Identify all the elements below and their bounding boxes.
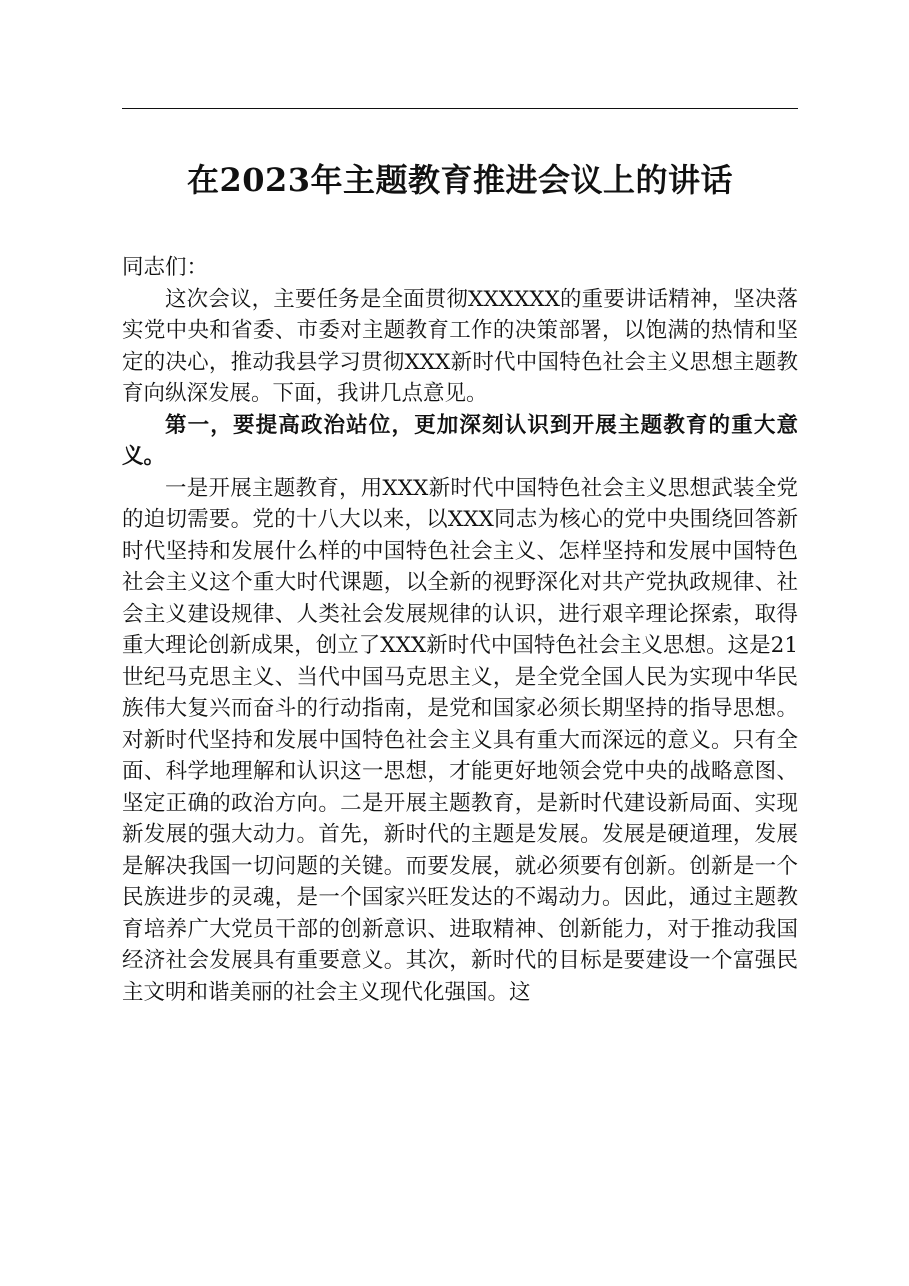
section-paragraph: 一是开展主题教育，用XXX新时代中国特色社会主义思想武装全党的迫切需要。党的十八大以来，以XXX同志为核心的党中央围绕回答新时代坚持和发展什么样的中国特色社会主义、怎样坚持和发展中国特色社会主义这个重大时代课题，以全新的视野深化对共产党执政规律、社会主义建设规律、人类社会发展规律的认识，进行艰辛理论探索，取得重大理论创新成果，创立了XXX新时代中国特色社会主义思想。这是21世纪马克思主义、当代中国马克思主义，是全党全国人民为实现中华民族伟大复兴而奋斗的行动指南，是党和国家必须长期坚持的指导思想。对新时代坚持和发展中国特色社会主义具有重大而深远的意义。只有全面、科学地理解和认识这一思想，才能更好地领会党中央的战略意图、坚定正确的政治方向。二是开展主题教育，是新时代建设新局面、实现新发展的强大动力。首先，新时代的主题是发展。发展是硬道理，发展是解决我国一切问题的关键。而要发展，就必须要有创新。创新是一个民族进步的灵魂，是一个国家兴旺发达的不竭动力。因此，通过主题教育培养广大党员干部的创新意识、进取精神、创新能力，对于推动我国经济社会发展具有重要意义。其次，新时代的目标是要建设一个富强民主文明和谐美丽的社会主义现代化强国。这 [122,475,798,1005]
salutation: 同志们： [122,255,209,280]
document-title: 在2023年主题教育推进会议上的讲话 [186,161,734,199]
header-rule [122,108,798,109]
intro-paragraph: 这次会议，主要任务是全面贯彻XXXXXX的重要讲话精神，坚决落实党中央和省委、市委对主题教育工作的决策部署，以饱满的热情和坚定的决心，推动我县学习贯彻XXX新时代中国特色社会主义思想主题教育向纵深发展。下面，我讲几点意见。 [122,286,798,406]
section-heading: 第一，要提高政治站位，更加深刻认识到开展主题教育的重大意义。 [122,412,798,469]
document-body [122,252,798,1008]
